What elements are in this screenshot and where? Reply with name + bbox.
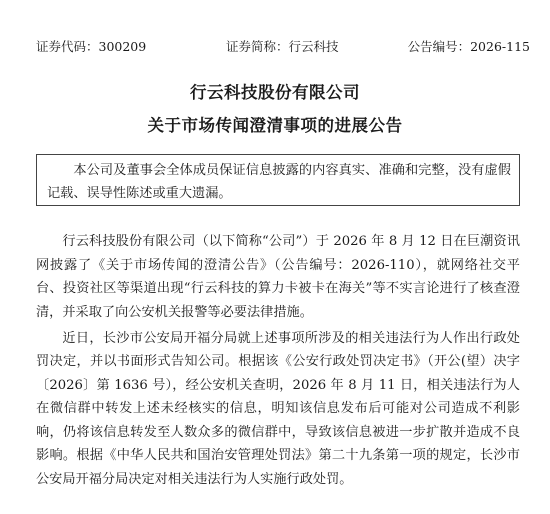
announcement-body xyxy=(36,230,520,494)
stock-short-name: 证券简称：行云科技 xyxy=(226,39,339,54)
announcement-header xyxy=(36,37,530,55)
board-statement-box: 本公司及董事会全体成员保证信息披露的内容真实、准确和完整，没有虚假记载、误导性陈述或重大遗漏。 xyxy=(36,154,520,206)
body-paragraph-1: 行云科技股份有限公司（以下简称“公司”）于 2026 年 8 月 12 日在巨潮资讯网披露了《关于市场传闻的澄清公告》（公告编号：2026-110），就网络社交平台、投资社区等渠道出现“行云科技的算力卡被卡在海关”等不实言论进行了核查澄清，并采取了向公安机关报警等必要法律措施。 xyxy=(36,234,520,320)
stock-code: 证券代码：300209 xyxy=(36,39,147,54)
body-paragraph-2: 近日，长沙市公安局开福分局就上述事项所涉及的相关违法行为人作出行政处罚决定，并以书面形式告知公司。根据该《公安行政处罚决定书》（开公(望）决字〔2026〕第 1636 号），经公安机关查明，2026 年 8 月 11 日，相关违法行为人在微信群中转发上述未经核实的信息，明知该信息发布后可能对公司造成不利影响，仍将该信息转发至人数众多的微信群中，导致该信息被进一步扩散并造成不良影响。根据《中华人民共和国治安管理处罚法》第二十九条第一项的规定，长沙市公安局开福分局决定对相关违法行为人实施行政处罚。 xyxy=(36,330,520,487)
company-title: 行云科技股份有限公司 xyxy=(190,83,360,102)
announcement-title: 关于市场传闻澄清事项的进展公告 xyxy=(147,116,403,135)
announcement-number: 公告编号：2026-115 xyxy=(407,39,530,54)
